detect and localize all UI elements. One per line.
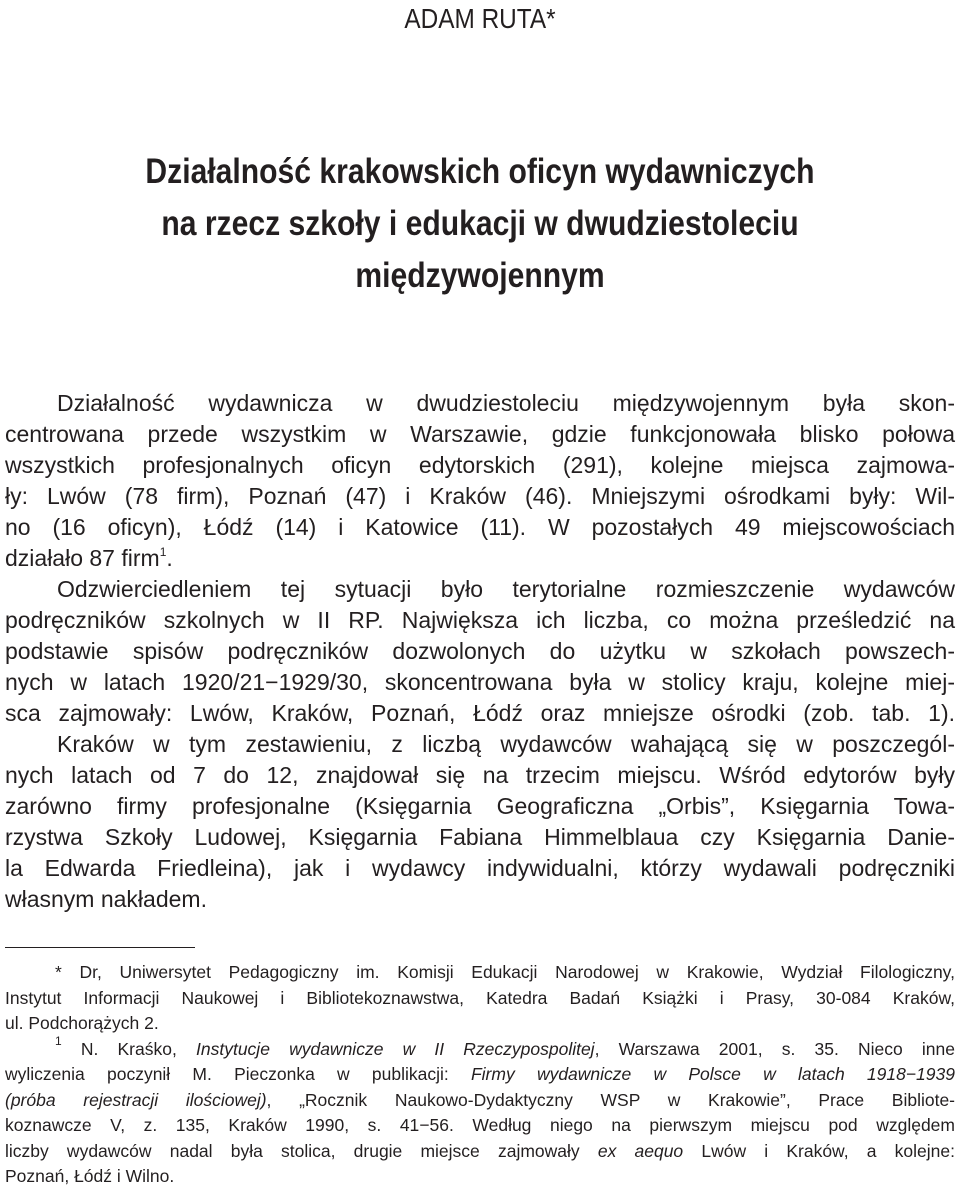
body-line: własnym nakładem. (5, 886, 207, 912)
footnote-text: wyliczenia poczynił M. Pieczonka w publikacji: (5, 1064, 471, 1084)
body-line: la Edwarda Friedleina), jak i wydawcy indywidualni, którzy wydawali podręczniki (5, 855, 955, 881)
footnote-author-line: ul. Podchorążych 2. (5, 1013, 159, 1033)
footnote-1-marker: 1 (55, 1033, 62, 1048)
footnote-1-line (5, 1088, 955, 1114)
footnote-author-line: Instytut Informacji Naukowej i Bibliotekoznawstwa, Katedra Badań Książki i Prasy, 30-084 Kraków, (5, 987, 955, 1008)
body-line: Odzwierciedleniem tej sytuacji było terytorialne rozmieszczenie wydawców (57, 576, 955, 602)
body-line: wszystkich profesjonalnych oficyn edytorskich (291), kolejne miejsca zajmowa- (5, 452, 955, 478)
footnote-1-line (5, 1062, 955, 1088)
body-line: ły: Lwów (78 firm), Poznań (47) i Kraków (46). Mniejszymi ośrodkami były: Wil- (5, 483, 955, 509)
footnote-text: liczby wydawców nadal była stolica, drugie miejsce zajmowały (5, 1140, 598, 1161)
footnote-text: N. Kraśko, (61, 1038, 196, 1059)
footnote-1-line (5, 1033, 955, 1063)
footnotes (5, 960, 955, 1190)
body-line: nych w latach 1920/21−1929/30, skoncentrowana była w stolicy kraju, kolejne miej- (5, 669, 955, 695)
body-line: sca zajmowały: Lwów, Kraków, Poznań, Łódź oraz mniejsze ośrodki (zob. tab. 1). (5, 700, 955, 726)
body-line: rzystwa Szkoły Ludowej, Księgarnia Fabiana Himmelblaua czy Księgarnia Danie- (5, 824, 955, 850)
footnote-divider (5, 947, 195, 948)
author-name: ADAM RUTA* (404, 3, 556, 34)
body-line (5, 543, 955, 574)
body-line: podręczników szkolnych w II RP. Największa ich liczba, co można prześledzić na (5, 607, 955, 633)
title-line: międzywojennym (355, 256, 605, 295)
title-line: Działalność krakowskich oficyn wydawniczych (145, 152, 815, 191)
footnote-1-line (5, 1139, 955, 1165)
footnote-italic-phrase: ex aequo (597, 1140, 684, 1161)
body-line-text: działało 87 firm (5, 545, 160, 571)
article-title (0, 146, 960, 302)
footnote-italic-title: (próba rejestracji ilościowej) (5, 1089, 267, 1110)
footnote-italic-title: Instytucje wydawnicze w II Rzeczypospolitej (196, 1038, 595, 1059)
footnote-1-line: koznawcze V, z. 135, Kraków 1990, s. 41−56. Według niego na pierwszym miejscu pod względem (5, 1115, 955, 1135)
footnote-author-line: * Dr, Uniwersytet Pedagogiczny im. Komisji Edukacji Narodowej w Krakowie, Wydział Filologiczny, (55, 962, 955, 982)
footnote-1-line: Poznań, Łódź i Wilno. (5, 1166, 175, 1186)
footnote-reference[interactable]: 1 (159, 545, 167, 559)
body-line: centrowana przede wszystkim w Warszawie, gdzie funkcjonowała blisko połowa (5, 421, 955, 447)
body-line: zarówno firmy profesjonalne (Księgarnia Geograficzna „Orbis”, Księgarnia Towa- (5, 793, 955, 819)
footnote-text: , „Rocznik Naukowo-Dydaktyczny WSP w Krakowie”, Prace Bibliote- (266, 1089, 956, 1110)
body-line: no (16 oficyn), Łódź (14) i Katowice (11). W pozostałych 49 miejscowościach (5, 514, 955, 540)
body-line: Kraków w tym zestawieniu, z liczbą wydawców wahającą się w poszczegól- (57, 731, 955, 757)
body-line: Działalność wydawnicza w dwudziestoleciu międzywojennym była skon- (57, 390, 955, 416)
footnote-text: , Warszawa 2001, s. 35. Nieco inne (594, 1038, 955, 1059)
footnote-reference-trail: . (166, 545, 173, 571)
title-line: na rzecz szkoły i edukacji w dwudziestoleciu (161, 204, 799, 243)
footnote-italic-title: Firmy wydawnicze w Polsce w latach 1918−1939 (470, 1064, 955, 1084)
body-line: podstawie spisów podręczników dozwolonych do użytku w szkołach powszech- (5, 638, 955, 664)
article-body (5, 388, 955, 915)
footnote-text: Lwów i Kraków, a kolejne: (683, 1140, 955, 1161)
body-line: nych latach od 7 do 12, znajdował się na trzecim miejscu. Wśród edytorów były (5, 762, 955, 788)
